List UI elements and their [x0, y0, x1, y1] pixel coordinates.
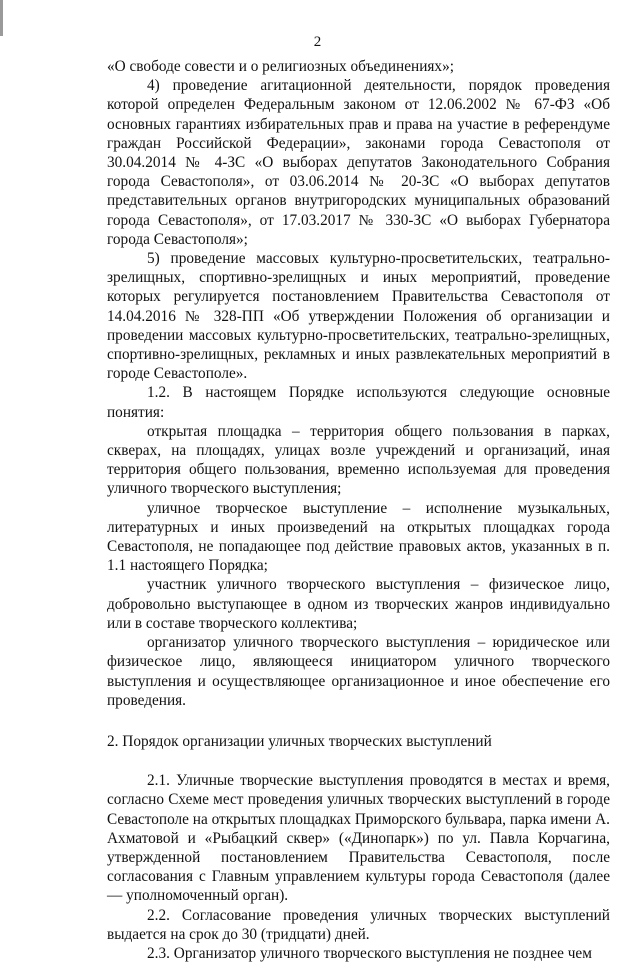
definition-street-performance: уличное творческое выступление – исполнение музыкальных, литературных и иных произведений на открытых площадках города Севастополя, не попадающее под действие правовых актов, указанных в п. 1.1 настоящего Порядка; [107, 499, 610, 575]
scan-edge-mark [0, 0, 3, 36]
paragraph-item-4: 4) проведение агитационной деятельности, порядок проведения которой определен Федеральным законом от 12.06.2002 № 67-ФЗ «Об основных гарантиях избирательных прав и права на участие в референдуме граждан Российской Федерации», законами города Севастополя от 30.04.2014 № 4-ЗС «О выборах депутатов Законодательного Собрания города Севастополя», от 03.06.2014 № 20-ЗС «О выборах депутатов представительных органов внутригородских муниципальных образований города Севастополя», от 17.03.2017 № 330-ЗС «О выборах Губернатора города Севастополя»; [107, 77, 610, 248]
definition-open-area: открытая площадка – территория общего пользования в парках, скверах, на площадях, улицах возле учреждений и организаций, иная территория общего пользования, временно используемая для проведения уличного творческого выступления; [107, 422, 610, 498]
paragraph-1-2: 1.2. В настоящем Порядке используются следующие основные понятия: [107, 384, 610, 421]
paragraph-2-1: 2.1. Уличные творческие выступления проводятся в местах и время, согласно Схеме мест проведения уличных творческих выступлений в городе Севастополе на открытых площадках Приморского бульвара, парка имени А. Ахматовой и «Рыбацкий сквер» («Динопарк») по ул. Павла Корчагина, утвержденной постановлением Правительства Севастополя, после согласования с Главным управлением культуры города Севастополя (далее — уполномоченный орган). [107, 772, 610, 905]
section-heading: 2. Порядок организации уличных творческих выступлений [107, 732, 492, 750]
document-body [107, 57, 610, 963]
paragraph-2-3: 2.3. Организатор уличного творческого выступления не позднее чем [147, 944, 592, 962]
paragraph-2-2: 2.2. Согласование проведения уличных творческих выступлений выдается на срок до 30 (тридцати) дней. [107, 906, 610, 943]
definition-participant: участник уличного творческого выступления – физическое лицо, добровольно выступающее в одном из творческих жанров индивидуально или в составе творческого коллектива; [107, 576, 610, 632]
paragraph-continuation: «О свободе совести и о религиозных объединениях»; [107, 58, 454, 75]
paragraph-item-5: 5) проведение массовых культурно-просветительских, театрально-зрелищных, спортивно-зрелищных и иных мероприятий, проведение которых регулируется постановлением Правительства Севастополя от 14.04.2016 № 328-ПП «Об утверждении Положения об организации и проведении массовых культурно-просветительских, театрально-зрелищных, спортивно-зрелищных, рекламных и иных развлекательных мероприятий в городе Севастополе». [107, 250, 610, 383]
page-number: 2 [313, 34, 322, 50]
definition-organizer: организатор уличного творческого выступления – юридическое или физическое лицо, являющееся инициатором уличного творческого выступления и осуществляющее организационное и иное обеспечение его проведения. [107, 634, 610, 709]
